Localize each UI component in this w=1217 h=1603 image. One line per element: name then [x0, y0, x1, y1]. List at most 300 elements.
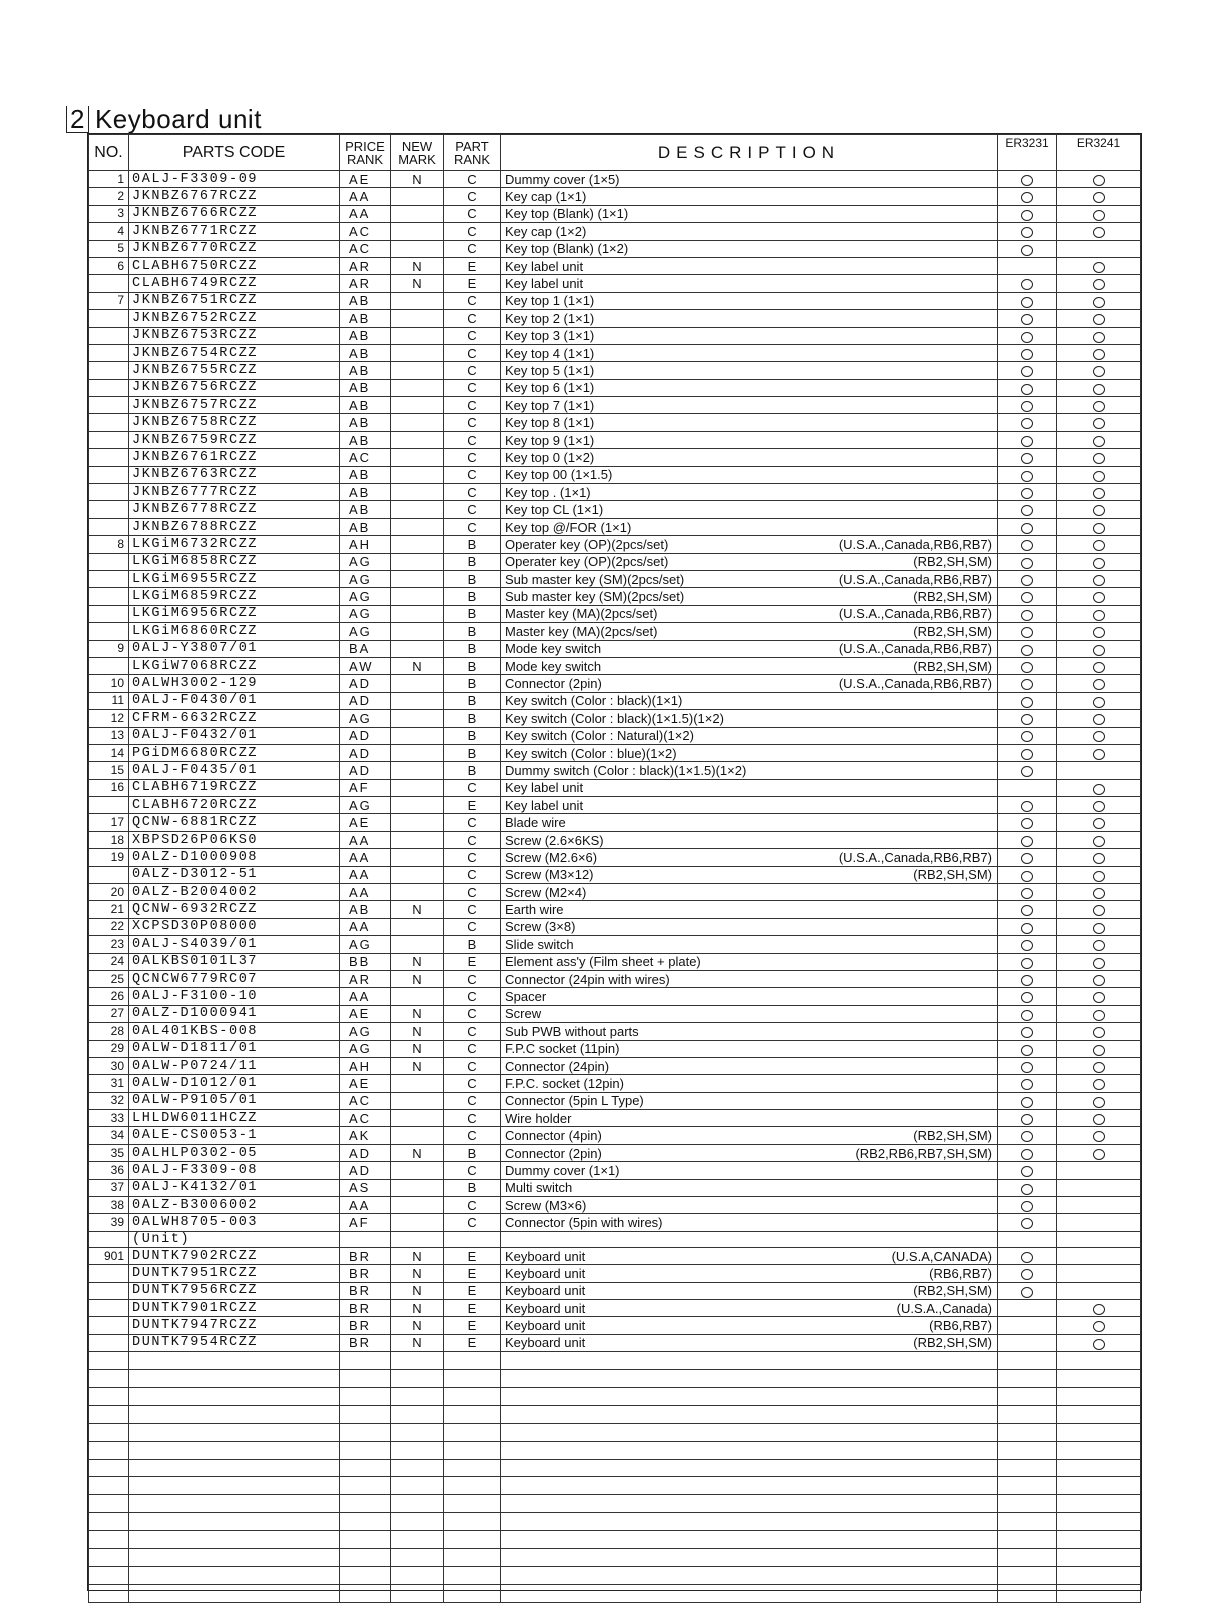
circle-mark-icon — [1021, 332, 1033, 343]
new-mark: N — [391, 1282, 444, 1299]
circle-mark-icon — [1021, 366, 1033, 377]
part-rank: C — [444, 205, 501, 222]
new-mark — [391, 988, 444, 1005]
table-row — [89, 466, 1141, 483]
description-cell — [501, 692, 998, 709]
description-text: Screw (M2.6×6) — [505, 849, 598, 865]
new-mark: N — [391, 1247, 444, 1264]
region-text: (U.S.A.,Canada,RB6,RB7) — [838, 536, 992, 552]
description-text: Dummy cover (1×1) — [505, 1162, 620, 1178]
circle-mark-icon — [1021, 1287, 1033, 1298]
parts-code: JKNBZ6788RCZZ — [129, 518, 340, 535]
circle-mark-icon — [1021, 314, 1033, 325]
blank-cell — [129, 1405, 340, 1423]
parts-code: XCPSD30P08000 — [129, 918, 340, 935]
item-number — [89, 362, 129, 379]
circle-mark-icon — [1093, 662, 1105, 673]
circle-mark-icon — [1021, 1027, 1033, 1038]
blank-cell — [501, 1531, 998, 1549]
blank-cell — [501, 1405, 998, 1423]
er3241-mark — [1057, 327, 1141, 344]
circle-mark-icon — [1021, 818, 1033, 829]
new-mark — [391, 710, 444, 727]
blank-cell — [89, 1584, 129, 1602]
col-header-new-mark — [391, 135, 444, 171]
table-row — [89, 692, 1141, 709]
circle-mark-icon — [1021, 627, 1033, 638]
item-number — [89, 275, 129, 292]
new-mark — [391, 918, 444, 935]
price-rank-line1: PRICE — [345, 138, 385, 154]
er3231-mark — [998, 1162, 1057, 1179]
new-mark: N — [391, 901, 444, 918]
description-cell — [501, 710, 998, 727]
description-text: Keyboard unit — [505, 1265, 586, 1281]
description-cell — [501, 1197, 998, 1214]
blank-cell — [340, 1423, 391, 1441]
description-cell — [501, 1023, 998, 1040]
blank-cell — [444, 1459, 501, 1477]
blank-cell — [1057, 1584, 1141, 1602]
description-cell — [501, 379, 998, 396]
circle-mark-icon — [1021, 836, 1033, 847]
blank-cell — [89, 1370, 129, 1388]
item-number: 3 — [89, 205, 129, 222]
part-rank: C — [444, 414, 501, 431]
description-cell — [501, 988, 998, 1005]
item-number: 27 — [89, 1005, 129, 1022]
table-row — [89, 257, 1141, 274]
blank-cell — [340, 1531, 391, 1549]
blank-cell — [129, 1548, 340, 1566]
item-number — [89, 657, 129, 674]
item-number — [89, 344, 129, 361]
er3241-mark — [1057, 605, 1141, 622]
new-mark — [391, 605, 444, 622]
er3241-mark — [1057, 779, 1141, 796]
price-rank: AB — [340, 501, 391, 518]
circle-mark-icon — [1093, 192, 1105, 203]
circle-mark-icon — [1093, 210, 1105, 221]
price-rank — [340, 1231, 391, 1247]
er3231-mark — [998, 988, 1057, 1005]
item-number — [89, 501, 129, 518]
parts-code: LKGiM6859RCZZ — [129, 588, 340, 605]
er3241-mark — [1057, 292, 1141, 309]
part-rank: C — [444, 814, 501, 831]
price-rank: AH — [340, 1057, 391, 1074]
er3231-mark — [998, 362, 1057, 379]
circle-mark-icon — [1093, 384, 1105, 395]
circle-mark-icon — [1093, 575, 1105, 586]
item-number — [89, 431, 129, 448]
circle-mark-icon — [1093, 175, 1105, 186]
item-number: 24 — [89, 953, 129, 970]
circle-mark-icon — [1093, 1062, 1105, 1073]
item-number: 5 — [89, 240, 129, 257]
blank-cell — [129, 1477, 340, 1495]
new-mark: N — [391, 171, 444, 188]
item-number — [89, 553, 129, 570]
table-row — [89, 1282, 1141, 1299]
price-rank: AB — [340, 484, 391, 501]
description-text: Connector (2pin) — [505, 676, 602, 692]
price-rank: AE — [340, 814, 391, 831]
blank-cell — [391, 1441, 444, 1459]
parts-code: JKNBZ6754RCZZ — [129, 344, 340, 361]
new-mark — [391, 1110, 444, 1127]
blank-cell — [129, 1531, 340, 1549]
price-rank: AB — [340, 310, 391, 327]
part-rank: E — [444, 797, 501, 814]
description-cell — [501, 431, 998, 448]
item-number — [89, 518, 129, 535]
description-cell — [501, 205, 998, 222]
price-rank: BR — [340, 1300, 391, 1317]
description-cell — [501, 292, 998, 309]
blank-row — [89, 1459, 1141, 1477]
description-cell — [501, 240, 998, 257]
circle-mark-icon — [1021, 766, 1033, 777]
table-row — [89, 1197, 1141, 1214]
new-mark — [391, 797, 444, 814]
er3241-mark — [1057, 397, 1141, 414]
table-row — [89, 640, 1141, 657]
parts-code: 0ALZ-B3006002 — [129, 1197, 340, 1214]
er3241-mark — [1057, 953, 1141, 970]
new-mark — [391, 362, 444, 379]
circle-mark-icon — [1021, 1045, 1033, 1056]
new-mark — [391, 1197, 444, 1214]
circle-mark-icon — [1021, 1062, 1033, 1073]
new-mark — [391, 536, 444, 553]
blank-cell — [501, 1513, 998, 1531]
blank-cell — [89, 1423, 129, 1441]
item-number: 7 — [89, 292, 129, 309]
description-text: Key top @/FOR (1×1) — [505, 519, 632, 535]
new-mark — [391, 779, 444, 796]
table-row — [89, 1057, 1141, 1074]
circle-mark-icon — [1021, 958, 1033, 969]
table-row — [89, 431, 1141, 448]
description-cell — [501, 344, 998, 361]
part-rank: C — [444, 327, 501, 344]
description-cell — [501, 257, 998, 274]
price-rank: AB — [340, 344, 391, 361]
description-text: Key label unit — [505, 258, 584, 274]
part-rank: B — [444, 657, 501, 674]
circle-mark-icon — [1093, 731, 1105, 742]
description-text: Sub PWB without parts — [505, 1023, 639, 1039]
parts-code: 0ALJ-F0430/01 — [129, 692, 340, 709]
table-row — [89, 623, 1141, 640]
er3231-mark — [998, 814, 1057, 831]
price-rank: AG — [340, 1023, 391, 1040]
region-text: (RB2,SH,SM) — [913, 589, 992, 605]
parts-code: JKNBZ6757RCZZ — [129, 397, 340, 414]
price-rank: AG — [340, 936, 391, 953]
er3231-mark — [998, 501, 1057, 518]
parts-code: JKNBZ6752RCZZ — [129, 310, 340, 327]
er3241-mark — [1057, 570, 1141, 587]
description-text: Dummy switch (Color : black)(1×1.5)(1×2) — [505, 762, 747, 778]
circle-mark-icon — [1021, 749, 1033, 760]
description-cell — [501, 640, 998, 657]
new-mark — [391, 570, 444, 587]
blank-cell — [998, 1459, 1057, 1477]
header-row — [89, 135, 1141, 171]
er3241-mark — [1057, 275, 1141, 292]
description-cell — [501, 1040, 998, 1057]
circle-mark-icon — [1093, 332, 1105, 343]
blank-cell — [391, 1513, 444, 1531]
part-rank: E — [444, 275, 501, 292]
new-mark: N — [391, 275, 444, 292]
price-rank: AB — [340, 292, 391, 309]
blank-cell — [998, 1548, 1057, 1566]
circle-mark-icon — [1093, 488, 1105, 499]
blank-cell — [89, 1566, 129, 1584]
item-number: 32 — [89, 1092, 129, 1109]
item-number: 6 — [89, 257, 129, 274]
parts-code: JKNBZ6771RCZZ — [129, 223, 340, 240]
description-cell — [501, 327, 998, 344]
description-cell — [501, 797, 998, 814]
new-mark — [391, 831, 444, 848]
description-cell — [501, 1265, 998, 1282]
price-rank: AA — [340, 1197, 391, 1214]
er3231-mark — [998, 536, 1057, 553]
item-number: 2 — [89, 188, 129, 205]
new-mark — [391, 814, 444, 831]
parts-code: 0ALW-P0724/11 — [129, 1057, 340, 1074]
item-number — [89, 1334, 129, 1351]
blank-cell — [340, 1441, 391, 1459]
er3241-mark — [1057, 727, 1141, 744]
blank-cell — [444, 1441, 501, 1459]
item-number — [89, 414, 129, 431]
price-rank: AG — [340, 553, 391, 570]
er3241-mark — [1057, 1092, 1141, 1109]
description-cell — [501, 779, 998, 796]
blank-row — [89, 1441, 1141, 1459]
table-row — [89, 831, 1141, 848]
er3241-mark — [1057, 171, 1141, 188]
parts-code: 0ALJ-F0432/01 — [129, 727, 340, 744]
circle-mark-icon — [1093, 958, 1105, 969]
new-mark — [391, 344, 444, 361]
table-row — [89, 814, 1141, 831]
table-row — [89, 1127, 1141, 1144]
circle-mark-icon — [1021, 540, 1033, 551]
new-mark — [391, 1092, 444, 1109]
description-cell — [501, 1317, 998, 1334]
blank-row — [89, 1495, 1141, 1513]
part-rank: B — [444, 744, 501, 761]
description-cell — [501, 310, 998, 327]
er3241-mark — [1057, 1110, 1141, 1127]
col-header-parts-code: PARTS CODE — [129, 135, 340, 171]
circle-mark-icon — [1021, 975, 1033, 986]
part-rank: C — [444, 988, 501, 1005]
er3241-mark — [1057, 518, 1141, 535]
er3231-mark — [998, 727, 1057, 744]
table-row — [89, 223, 1141, 240]
blank-cell — [1057, 1423, 1141, 1441]
description-text: Key top 1 (1×1) — [505, 293, 595, 309]
item-number — [89, 466, 129, 483]
er3231-mark — [998, 1092, 1057, 1109]
er3241-mark — [1057, 553, 1141, 570]
circle-mark-icon — [1093, 801, 1105, 812]
new-mark — [391, 327, 444, 344]
description-text: Keyboard unit — [505, 1335, 586, 1351]
parts-code: JKNBZ6756RCZZ — [129, 379, 340, 396]
new-mark: N — [391, 970, 444, 987]
table-row — [89, 344, 1141, 361]
item-number: 20 — [89, 884, 129, 901]
new-mark — [391, 936, 444, 953]
item-number: 35 — [89, 1144, 129, 1161]
er3241-mark — [1057, 797, 1141, 814]
blank-cell — [444, 1566, 501, 1584]
er3241-mark — [1057, 1075, 1141, 1092]
part-rank: C — [444, 1127, 501, 1144]
price-rank: AA — [340, 884, 391, 901]
blank-cell — [340, 1477, 391, 1495]
region-text: (RB2,RB6,RB7,SH,SM) — [855, 1145, 992, 1161]
item-number — [89, 570, 129, 587]
parts-code: JKNBZ6777RCZZ — [129, 484, 340, 501]
item-number — [89, 1265, 129, 1282]
blank-cell — [501, 1423, 998, 1441]
circle-mark-icon — [1021, 488, 1033, 499]
parts-code: PGiDM6680RCZZ — [129, 744, 340, 761]
part-rank: C — [444, 779, 501, 796]
parts-code: JKNBZ6778RCZZ — [129, 501, 340, 518]
circle-mark-icon — [1093, 471, 1105, 482]
blank-cell — [998, 1423, 1057, 1441]
er3231-mark — [998, 431, 1057, 448]
er3241-mark — [1057, 1317, 1141, 1334]
description-text: Key switch (Color : black)(1×1.5)(1×2) — [505, 710, 724, 726]
description-cell — [501, 744, 998, 761]
blank-cell — [340, 1352, 391, 1370]
col-header-no: NO. — [89, 135, 129, 171]
blank-cell — [340, 1459, 391, 1477]
blank-cell — [1057, 1477, 1141, 1495]
er3231-mark — [998, 710, 1057, 727]
description-text: Slide switch — [505, 936, 574, 952]
description-text: Key top 2 (1×1) — [505, 310, 595, 326]
blank-cell — [998, 1477, 1057, 1495]
circle-mark-icon — [1093, 540, 1105, 551]
er3241-mark — [1057, 1057, 1141, 1074]
circle-mark-icon — [1093, 523, 1105, 534]
blank-cell — [89, 1548, 129, 1566]
part-rank: B — [444, 762, 501, 779]
item-number — [89, 623, 129, 640]
item-number: 4 — [89, 223, 129, 240]
new-mark: N — [391, 657, 444, 674]
blank-cell — [1057, 1495, 1141, 1513]
description-text: Master key (MA)(2pcs/set) — [505, 623, 658, 639]
er3241-mark — [1057, 431, 1141, 448]
new-mark — [391, 866, 444, 883]
section-title-text: Keyboard unit — [94, 104, 262, 134]
circle-mark-icon — [1093, 1010, 1105, 1021]
er3231-mark — [998, 1317, 1057, 1334]
description-text: Keyboard unit — [505, 1283, 586, 1299]
description-text: Screw (3×8) — [505, 919, 576, 935]
description-cell — [501, 223, 998, 240]
er3231-mark — [998, 1057, 1057, 1074]
part-rank: E — [444, 1247, 501, 1264]
price-rank: BR — [340, 1317, 391, 1334]
new-mark — [391, 414, 444, 431]
circle-mark-icon — [1093, 871, 1105, 882]
new-mark — [391, 884, 444, 901]
description-cell — [501, 466, 998, 483]
blank-cell — [340, 1405, 391, 1423]
er3241-mark — [1057, 1144, 1141, 1161]
circle-mark-icon — [1093, 1131, 1105, 1142]
er3231-mark — [998, 1334, 1057, 1351]
new-mark — [391, 1214, 444, 1231]
description-text: Connector (24pin) — [505, 1058, 610, 1074]
circle-mark-icon — [1021, 401, 1033, 412]
blank-cell — [340, 1495, 391, 1513]
part-rank: B — [444, 710, 501, 727]
blank-cell — [129, 1387, 340, 1405]
parts-code: QCNCW6779RC07 — [129, 970, 340, 987]
price-rank: AG — [340, 797, 391, 814]
description-cell — [501, 1127, 998, 1144]
parts-code: 0ALJ-Y3807/01 — [129, 640, 340, 657]
blank-cell — [391, 1352, 444, 1370]
item-number — [89, 449, 129, 466]
circle-mark-icon — [1021, 1184, 1033, 1195]
blank-cell — [391, 1370, 444, 1388]
circle-mark-icon — [1093, 749, 1105, 760]
price-rank: AB — [340, 466, 391, 483]
new-mark: N — [391, 1334, 444, 1351]
table-row — [89, 553, 1141, 570]
parts-code: LKGiM6858RCZZ — [129, 553, 340, 570]
er3241-mark — [1057, 640, 1141, 657]
er3231-mark — [998, 849, 1057, 866]
er3231-mark — [998, 518, 1057, 535]
item-number: 15 — [89, 762, 129, 779]
parts-code: LHLDW6011HCZZ — [129, 1110, 340, 1127]
table-row — [89, 1144, 1141, 1161]
description-cell — [501, 1057, 998, 1074]
er3231-mark — [998, 1214, 1057, 1231]
circle-mark-icon — [1021, 645, 1033, 656]
blank-cell — [391, 1495, 444, 1513]
region-text: (U.S.A.,Canada,RB6,RB7) — [838, 849, 992, 865]
price-rank: AA — [340, 831, 391, 848]
region-text: (RB2,SH,SM) — [913, 623, 992, 639]
part-rank: C — [444, 831, 501, 848]
description-cell — [501, 188, 998, 205]
er3231-mark — [998, 344, 1057, 361]
item-number: 10 — [89, 675, 129, 692]
er3231-mark — [998, 1282, 1057, 1299]
item-number: 26 — [89, 988, 129, 1005]
part-rank: B — [444, 570, 501, 587]
price-rank: AB — [340, 379, 391, 396]
